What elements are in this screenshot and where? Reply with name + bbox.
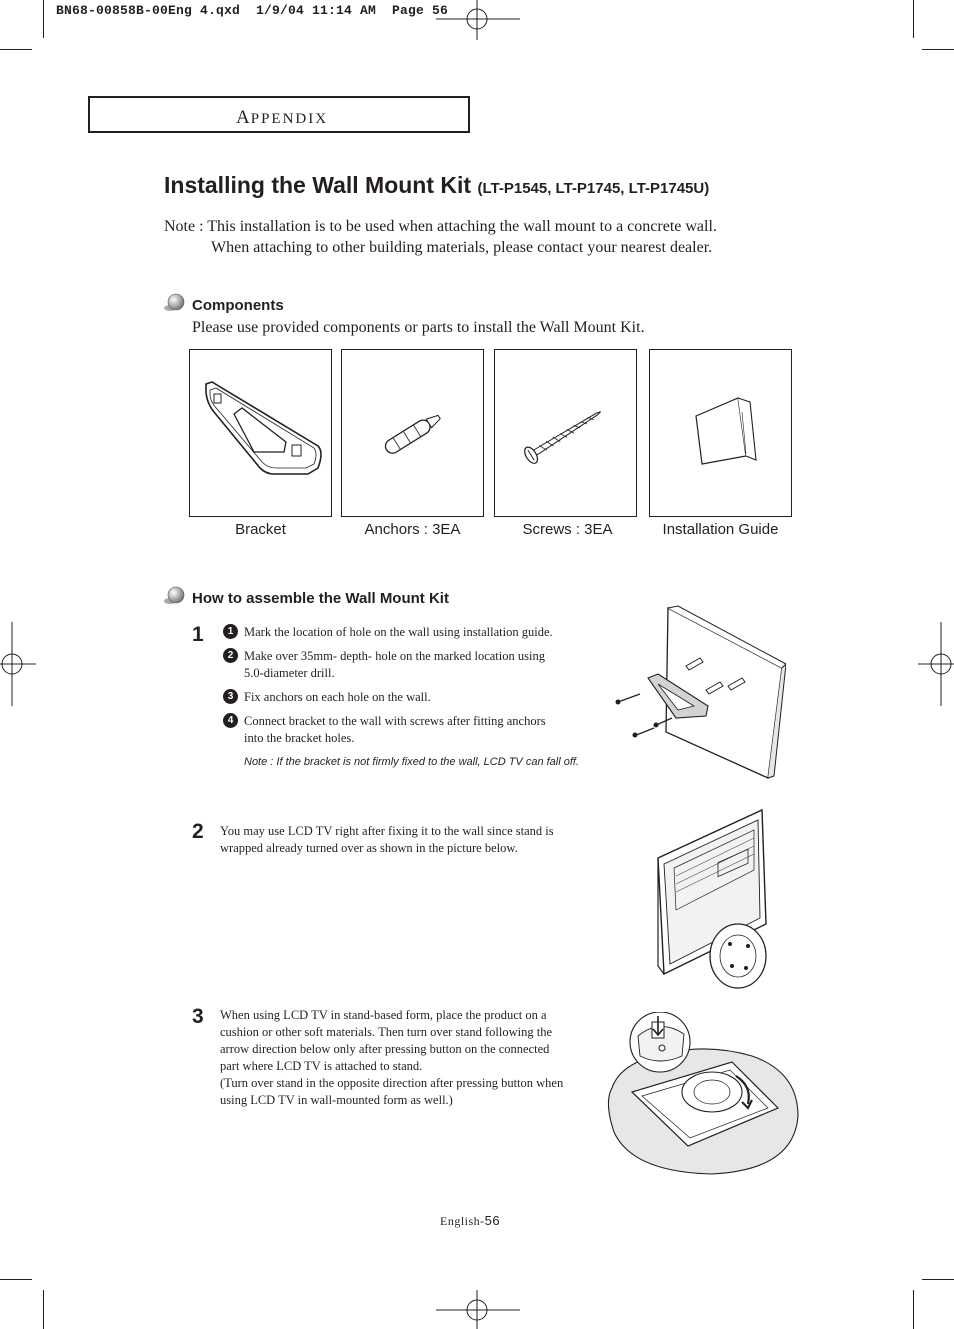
sphere-bullet-icon	[164, 586, 186, 606]
step-marker: 3	[223, 689, 238, 704]
component-box-bracket	[189, 349, 332, 517]
section-label-box	[88, 96, 470, 133]
anchor-icon	[342, 350, 483, 516]
components-heading: Components	[192, 297, 284, 314]
component-box-anchors	[341, 349, 484, 517]
wall-mount-illustration	[604, 604, 786, 780]
step-instruction: When using LCD TV in stand-based form, place the product on a cushion or other soft materials. Then turn over stand following the arrow direction below only after pressing button on the connected part where LCD TV is attached to stand. (Turn over stand in the opposite direction after pressing button when using LCD TV in wall-mounted form as well.)	[220, 1008, 564, 1107]
component-caption: Anchors : 3EA	[364, 521, 461, 538]
registration-mark-top-icon	[436, 0, 520, 40]
step-instruction: Mark the location of hole on the wall using installation guide.	[244, 625, 553, 639]
stand-flip-illustration	[602, 1012, 800, 1176]
step-instruction: Fix anchors on each hole on the wall.	[244, 690, 431, 704]
section-label: APPENDIX	[236, 107, 329, 128]
step-instruction: Make over 35mm- depth- hole on the marked location using 5.0-diameter drill.	[244, 649, 545, 680]
step-warning-note: Note : If the bracket is not firmly fixed to the wall, LCD TV can fall off.	[244, 756, 580, 768]
note-line-2: When attaching to other building materials, please contact your nearest dealer.	[211, 239, 713, 256]
tv-back-wall-mount-illustration	[652, 806, 772, 992]
registration-mark-bottom-icon	[436, 1290, 520, 1329]
page-title-main: Installing the Wall Mount Kit	[164, 172, 472, 198]
step-instruction: You may use LCD TV right after fixing it to the wall since stand is wrapped already turned over as shown in the picture below.	[220, 824, 554, 855]
registration-mark-left-icon	[0, 622, 36, 706]
step-marker: 2	[223, 648, 238, 663]
step-number: 1	[192, 623, 204, 646]
component-box-screws	[494, 349, 637, 517]
screw-icon	[495, 350, 636, 516]
step-number: 2	[192, 820, 204, 843]
page-footer: English-56	[440, 1213, 501, 1228]
component-caption: Bracket	[235, 521, 286, 538]
components-description: Please use provided components or parts to install the Wall Mount Kit.	[192, 319, 645, 336]
page-title	[164, 172, 709, 199]
guide-sheet-icon	[650, 350, 791, 516]
assembly-heading: How to assemble the Wall Mount Kit	[192, 590, 449, 607]
step-instruction: Connect bracket to the wall with screws after fitting anchors into the bracket holes.	[244, 714, 546, 745]
sphere-bullet-icon	[164, 293, 186, 313]
note-line-1: Note : This installation is to be used when attaching the wall mount to a concrete wall.	[164, 218, 717, 235]
file-header: BN68-00858B-00Eng 4.qxd 1/9/04 11:14 AM Page 56	[56, 3, 449, 18]
page-title-models: (LT-P1545, LT-P1745, LT-P1745U)	[477, 180, 710, 197]
page-number: 56	[484, 1213, 501, 1228]
step-marker: 4	[223, 713, 238, 728]
component-caption: Screws : 3EA	[522, 521, 613, 538]
installation-note	[164, 216, 717, 258]
step-marker: 1	[223, 624, 238, 639]
component-caption: Installation Guide	[662, 521, 779, 538]
component-box-installation-guide	[649, 349, 792, 517]
bracket-icon	[190, 350, 331, 516]
step-number: 3	[192, 1005, 204, 1028]
registration-mark-right-icon	[918, 622, 954, 706]
